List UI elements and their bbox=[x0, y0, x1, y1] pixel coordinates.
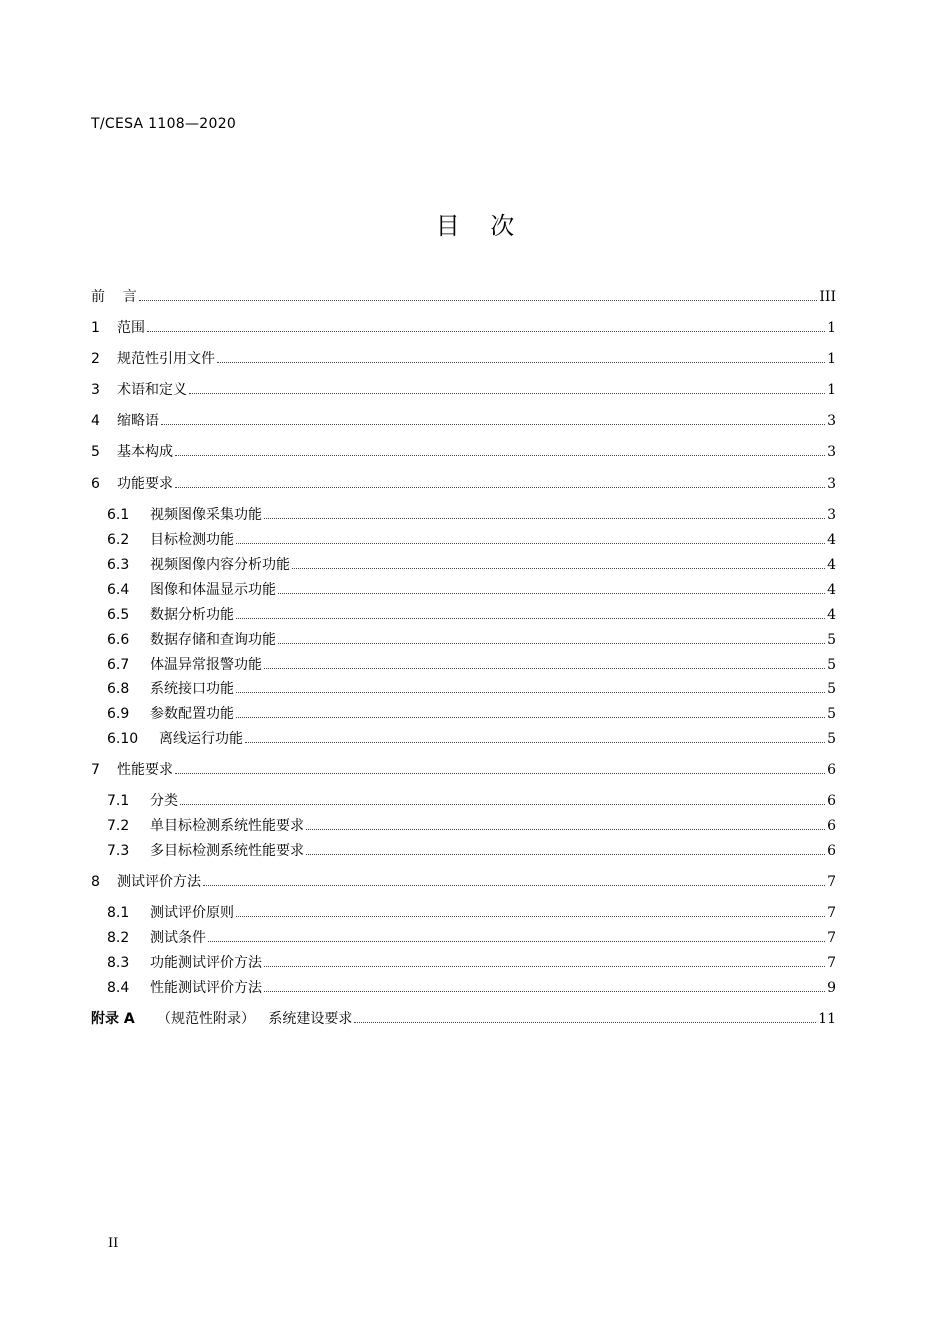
toc-entry-6[interactable] bbox=[91, 474, 836, 494]
toc-entry-page: 6 bbox=[827, 843, 836, 859]
dot-leader bbox=[354, 1021, 816, 1023]
dot-leader bbox=[264, 667, 825, 669]
toc-entry-page: 7 bbox=[827, 930, 836, 946]
dot-leader bbox=[236, 915, 825, 917]
toc-entry-number: 7.1 bbox=[107, 793, 130, 809]
toc-entry-6-3[interactable] bbox=[91, 555, 836, 575]
toc-entry-8[interactable] bbox=[91, 872, 836, 892]
toc-entry-number: 8.1 bbox=[107, 905, 130, 921]
dot-leader bbox=[236, 542, 825, 544]
toc-entry-label: 数据存储和查询功能 bbox=[150, 632, 276, 648]
toc-entry-number: 8 bbox=[91, 874, 100, 890]
toc-entry-number: 6.8 bbox=[107, 681, 130, 697]
toc-entry-number: 6.3 bbox=[107, 557, 130, 573]
toc-entry-6-10[interactable] bbox=[91, 729, 836, 749]
toc-entry-4[interactable] bbox=[91, 411, 836, 431]
toc-entry-6-8[interactable] bbox=[91, 679, 836, 699]
dot-leader bbox=[306, 828, 825, 830]
toc-entry-2[interactable] bbox=[91, 349, 836, 369]
toc-entry-page: 5 bbox=[827, 731, 836, 747]
dot-leader bbox=[236, 617, 825, 619]
toc-entry-8-2[interactable] bbox=[91, 928, 836, 948]
toc-entry-number: 6.4 bbox=[107, 582, 130, 598]
toc-entry-page: 7 bbox=[827, 955, 836, 971]
toc-entry-page: 6 bbox=[827, 793, 836, 809]
toc-entry-page: 1 bbox=[827, 320, 836, 336]
toc-entry-number: 5 bbox=[91, 444, 100, 460]
toc-entry-7[interactable] bbox=[91, 760, 836, 780]
toc-entry-label: 离线运行功能 bbox=[159, 731, 243, 747]
toc-entry-3[interactable] bbox=[91, 380, 836, 400]
toc-entry-page: 6 bbox=[827, 818, 836, 834]
page-number: II bbox=[108, 1236, 119, 1251]
toc-entry-label: 单目标检测系统性能要求 bbox=[150, 818, 304, 834]
toc-entry-7-3[interactable] bbox=[91, 841, 836, 861]
toc-entry-7-2[interactable] bbox=[91, 816, 836, 836]
toc-entry-label: 系统接口功能 bbox=[150, 681, 234, 697]
toc-entry-page: 11 bbox=[818, 1011, 836, 1027]
toc-entry-number: 7 bbox=[91, 762, 100, 778]
toc-entry-label: 目标检测功能 bbox=[150, 532, 234, 548]
toc-entry-page: 1 bbox=[827, 351, 836, 367]
dot-leader bbox=[180, 803, 825, 805]
toc-entry-page: 5 bbox=[827, 681, 836, 697]
dot-leader bbox=[245, 741, 825, 743]
toc-entry-6-7[interactable] bbox=[91, 655, 836, 675]
toc-entry-page: 5 bbox=[827, 657, 836, 673]
toc-entry-label: 参数配置功能 bbox=[150, 706, 234, 722]
toc-entry-6-2[interactable] bbox=[91, 530, 836, 550]
dot-leader bbox=[278, 642, 825, 644]
toc-entry-label: 测试评价方法 bbox=[117, 874, 201, 890]
toc-entry-6-6[interactable] bbox=[91, 630, 836, 650]
toc-entry-8-3[interactable] bbox=[91, 953, 836, 973]
toc-entry-page: 3 bbox=[827, 413, 836, 429]
page-title: 目 次 bbox=[435, 212, 515, 240]
dot-leader bbox=[203, 884, 825, 886]
toc-entry-6-5[interactable] bbox=[91, 605, 836, 625]
toc-entry-number: 6 bbox=[91, 476, 100, 492]
toc-entry-label: 视频图像采集功能 bbox=[150, 507, 262, 523]
toc-entry-number: 6.5 bbox=[107, 607, 130, 623]
toc-entry-label: 基本构成 bbox=[117, 444, 173, 460]
toc-entry-5[interactable] bbox=[91, 442, 836, 462]
dot-leader bbox=[236, 716, 825, 718]
toc-entry-number: 2 bbox=[91, 351, 100, 367]
toc-entry-7-1[interactable] bbox=[91, 791, 836, 811]
dot-leader bbox=[306, 853, 825, 855]
toc-entry-label: 性能测试评价方法 bbox=[150, 980, 262, 996]
toc-entry-label: 测试评价原则 bbox=[150, 905, 234, 921]
toc-entry-number: 8.3 bbox=[107, 955, 130, 971]
toc-entry-label: 视频图像内容分析功能 bbox=[150, 557, 290, 573]
toc-entry-page: III bbox=[819, 289, 836, 305]
toc-entry-number: 6.1 bbox=[107, 507, 130, 523]
toc-entry-number: 4 bbox=[91, 413, 100, 429]
toc-entry-label: 性能要求 bbox=[117, 762, 173, 778]
dot-leader bbox=[175, 486, 825, 488]
toc-entry-8-4[interactable] bbox=[91, 978, 836, 998]
toc-entry-page: 9 bbox=[827, 980, 836, 996]
toc-entry-page: 5 bbox=[827, 706, 836, 722]
dot-leader bbox=[175, 772, 825, 774]
toc-entry-number: 8.2 bbox=[107, 930, 130, 946]
toc-entry-6-1[interactable] bbox=[91, 505, 836, 525]
toc-entry-number: 6.2 bbox=[107, 532, 130, 548]
toc-entry-number: 3 bbox=[91, 382, 100, 398]
toc-entry-6-4[interactable] bbox=[91, 580, 836, 600]
document-id: T/CESA 1108—2020 bbox=[91, 116, 237, 132]
toc-entry-label: 缩略语 bbox=[117, 413, 159, 429]
toc-entry-number: 6.6 bbox=[107, 632, 130, 648]
toc-entry-page: 3 bbox=[827, 444, 836, 460]
toc-entry-number: 6.9 bbox=[107, 706, 130, 722]
dot-leader bbox=[139, 299, 818, 301]
toc-entry-page: 4 bbox=[827, 607, 836, 623]
toc-entry-number: 1 bbox=[91, 320, 100, 336]
toc-entry-appendix-a[interactable] bbox=[91, 1009, 836, 1029]
toc-entry-label: 范围 bbox=[117, 320, 145, 336]
toc-entry-6-9[interactable] bbox=[91, 704, 836, 724]
toc-entry-label: 体温异常报警功能 bbox=[150, 657, 262, 673]
dot-leader bbox=[147, 330, 825, 332]
toc-entry-label: 测试条件 bbox=[150, 930, 206, 946]
dot-leader bbox=[292, 567, 825, 569]
dot-leader bbox=[278, 592, 825, 594]
dot-leader bbox=[175, 454, 825, 456]
toc-entry-number: 6.7 bbox=[107, 657, 130, 673]
toc-entry-page: 3 bbox=[827, 507, 836, 523]
toc-entry-page: 4 bbox=[827, 582, 836, 598]
dot-leader bbox=[189, 392, 825, 394]
toc-entry-label: 前 言 bbox=[91, 289, 137, 305]
dot-leader bbox=[264, 965, 825, 967]
toc-entry-number: 8.4 bbox=[107, 980, 130, 996]
dot-leader bbox=[236, 691, 825, 693]
toc-entry-8-1[interactable] bbox=[91, 903, 836, 923]
dot-leader bbox=[264, 517, 825, 519]
toc-entry-number: 7.3 bbox=[107, 843, 130, 859]
dot-leader bbox=[217, 361, 825, 363]
toc-entry-page: 5 bbox=[827, 632, 836, 648]
toc-entry-label: 分类 bbox=[150, 793, 178, 809]
toc-entry-page: 4 bbox=[827, 532, 836, 548]
toc-entry-page: 7 bbox=[827, 905, 836, 921]
toc-entry-foreword[interactable] bbox=[91, 287, 836, 307]
toc-entry-page: 1 bbox=[827, 382, 836, 398]
toc-entry-page: 4 bbox=[827, 557, 836, 573]
toc-entry-label: 功能要求 bbox=[117, 476, 173, 492]
toc-entry-label: （规范性附录） 系统建设要求 bbox=[157, 1011, 353, 1027]
toc-entry-label: 功能测试评价方法 bbox=[150, 955, 262, 971]
dot-leader bbox=[161, 423, 825, 425]
toc-entry-label: 术语和定义 bbox=[117, 382, 187, 398]
toc-entry-label: 规范性引用文件 bbox=[117, 351, 215, 367]
toc-entry-number: 附录 A bbox=[91, 1011, 135, 1027]
toc-entry-label: 多目标检测系统性能要求 bbox=[150, 843, 304, 859]
toc-entry-number: 7.2 bbox=[107, 818, 130, 834]
toc-entry-number: 6.10 bbox=[107, 731, 139, 747]
dot-leader bbox=[264, 990, 825, 992]
dot-leader bbox=[208, 940, 825, 942]
toc-entry-label: 数据分析功能 bbox=[150, 607, 234, 623]
toc-entry-1[interactable] bbox=[91, 318, 836, 338]
toc-entry-page: 3 bbox=[827, 476, 836, 492]
toc-entry-page: 7 bbox=[827, 874, 836, 890]
toc-entry-label: 图像和体温显示功能 bbox=[150, 582, 276, 598]
toc-entry-page: 6 bbox=[827, 762, 836, 778]
